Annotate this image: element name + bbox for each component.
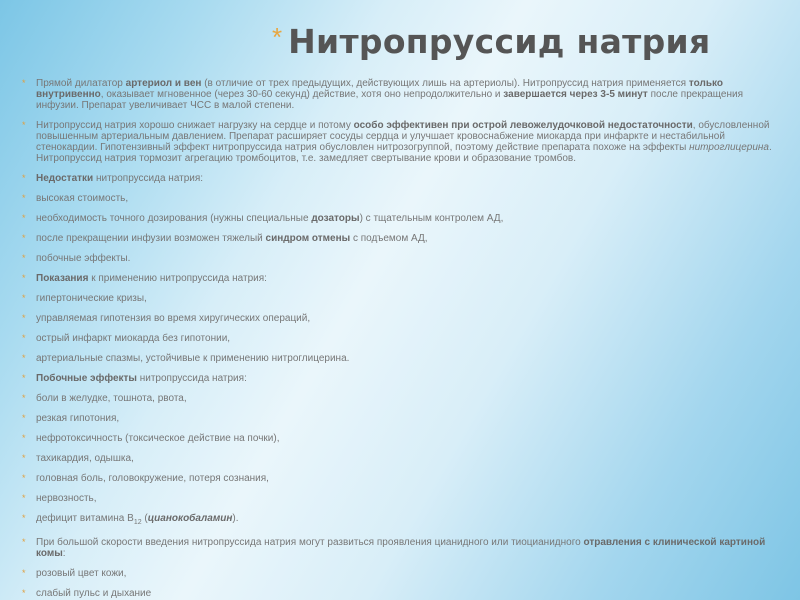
asterisk-bullet-icon: * — [22, 78, 26, 88]
paragraph-text — [36, 453, 777, 464]
paragraph-text — [36, 373, 777, 384]
asterisk-bullet-icon: * — [22, 413, 26, 423]
text-span: нитропруссида натрия: — [93, 173, 204, 184]
bullet-paragraph — [22, 333, 777, 344]
bullet-paragraph — [22, 233, 777, 244]
bullet-paragraph — [22, 193, 777, 204]
text-span: . Нитропруссид натрия тормозит агрегацию тромбоцитов, т.е. замедляет свертывание крови и образование тромбов. — [36, 142, 772, 164]
bullet-paragraph — [22, 513, 777, 528]
paragraph-text — [36, 333, 777, 344]
text-span: управляемая гипотензия во время хиругических операций, — [36, 313, 311, 324]
text-span: с подъемом АД, — [350, 233, 428, 244]
asterisk-bullet-icon: * — [22, 193, 26, 203]
bullet-paragraph — [22, 213, 777, 224]
paragraph-text — [36, 537, 777, 559]
text-span: Побочные эффекты — [36, 373, 137, 384]
paragraph-text — [36, 313, 777, 324]
bullet-paragraph — [22, 493, 777, 504]
asterisk-bullet-icon: * — [22, 313, 26, 323]
asterisk-bullet-icon: * — [22, 213, 26, 223]
text-span: цианокобаламин — [147, 513, 233, 524]
paragraph-text — [36, 393, 777, 404]
text-span: дозаторы — [311, 213, 360, 224]
text-span: к применению нитропруссида натрия: — [88, 273, 267, 284]
text-span: Нитропруссид натрия хорошо снижает нагрузку на сердце и потому — [36, 120, 354, 131]
text-span: (в отличие от трех предыдущих, действующих лишь на артериолы). Нитропруссид натрия применяется — [201, 78, 689, 89]
bullet-paragraph — [22, 293, 777, 304]
bullet-paragraph — [22, 353, 777, 364]
paragraph-text — [36, 473, 777, 484]
text-span: артериол и вен — [125, 78, 202, 89]
asterisk-bullet-icon: * — [22, 568, 26, 578]
asterisk-bullet-icon: * — [22, 233, 26, 243]
text-span: слабый пульс и дыхание — [36, 588, 152, 599]
paragraph-text — [36, 273, 777, 284]
text-span: синдром отмены — [265, 233, 351, 244]
bullet-paragraph — [22, 393, 777, 404]
bullet-paragraph — [22, 78, 777, 111]
paragraph-text — [36, 433, 777, 444]
paragraph-text — [36, 78, 777, 111]
text-span: , оказывает мгновенное (через 30-60 секунд) действие, хотя оно непродолжительно и — [100, 89, 504, 100]
asterisk-bullet-icon: * — [22, 173, 26, 183]
text-span: Показания — [36, 273, 89, 284]
paragraph-text — [36, 293, 777, 304]
paragraph-text — [36, 233, 777, 244]
bullet-paragraph — [22, 588, 777, 599]
text-span: резкая гипотония, — [36, 413, 120, 424]
asterisk-bullet-icon: * — [22, 493, 26, 503]
asterisk-bullet-icon: * — [22, 333, 26, 343]
slide-title: Нитропруссид натрия — [288, 22, 711, 61]
paragraph-text — [36, 353, 777, 364]
text-span: нитропруссида натрия: — [136, 373, 247, 384]
asterisk-bullet-icon: * — [22, 393, 26, 403]
bullet-paragraph — [22, 173, 777, 184]
text-span: нефротоксичность (токсическое действие на почки), — [36, 433, 280, 444]
asterisk-bullet-icon: * — [22, 253, 26, 263]
text-span: завершается через 3-5 минут — [503, 89, 648, 100]
text-span: после прекращении инфузии возможен тяжелый — [36, 233, 266, 244]
text-span: только внутривенно — [36, 78, 723, 100]
asterisk-bullet-icon: * — [22, 513, 26, 523]
text-span: Недостатки — [36, 173, 94, 184]
asterisk-bullet-icon: * — [22, 433, 26, 443]
asterisk-bullet-icon: * — [22, 293, 26, 303]
slide-body — [22, 78, 777, 600]
paragraph-text — [36, 568, 777, 579]
bullet-paragraph — [22, 253, 777, 264]
text-span: после прекращения инфузии. Препарат увеличивает ЧСС в малой степени. — [36, 89, 744, 111]
text-span: розовый цвет кожи, — [36, 568, 127, 579]
bullet-paragraph — [22, 568, 777, 579]
bullet-paragraph — [22, 537, 777, 559]
bullet-paragraph — [22, 433, 777, 444]
asterisk-bullet-icon: * — [272, 22, 283, 52]
paragraph-text — [36, 213, 777, 224]
paragraph-text — [36, 193, 777, 204]
text-span: ( — [141, 513, 148, 524]
text-span: острый инфаркт миокарда без гипотонии, — [36, 333, 231, 344]
asterisk-bullet-icon: * — [22, 353, 26, 363]
text-span: При большой скорости введения нитропруссида натрия могут развиться проявления цианидного или тиоцианидного — [36, 537, 584, 548]
text-span: побочные эффекты. — [36, 253, 131, 264]
bullet-paragraph — [22, 120, 777, 164]
paragraph-text — [36, 120, 777, 164]
text-span: боли в желудке, тошнота, рвота, — [36, 393, 187, 404]
paragraph-text — [36, 588, 777, 599]
asterisk-bullet-icon: * — [22, 453, 26, 463]
asterisk-bullet-icon: * — [22, 273, 26, 283]
paragraph-text — [36, 513, 777, 528]
bullet-paragraph — [22, 313, 777, 324]
text-span: 12 — [133, 519, 142, 526]
text-span: Прямой дилататор — [36, 78, 126, 89]
asterisk-bullet-icon: * — [22, 473, 26, 483]
paragraph-text — [36, 173, 777, 184]
title-block — [272, 22, 710, 61]
text-span: дефицит витамина B — [36, 513, 134, 524]
paragraph-text — [36, 413, 777, 424]
text-span: гипертонические кризы, — [36, 293, 147, 304]
bullet-paragraph — [22, 473, 777, 484]
asterisk-bullet-icon: * — [22, 537, 26, 547]
paragraph-text — [36, 253, 777, 264]
bullet-paragraph — [22, 413, 777, 424]
text-span: , обусловленной повышенным артериальным давлением. Препарат расширяет сосуды сердца и улучшает кровоснабжение миокарда при инфаркте и нестабильной стенокардии. Гипотензивный эффект нитропруссида натрия обусловлен нитрозогруппой, поэтому действие препарата похоже на эффекты — [36, 120, 770, 153]
text-span: : — [62, 548, 66, 559]
text-span: артериальные спазмы, устойчивые к применению нитроглицерина. — [36, 353, 350, 364]
bullet-paragraph — [22, 273, 777, 284]
bullet-paragraph — [22, 453, 777, 464]
text-span: головная боль, головокружение, потеря сознания, — [36, 473, 269, 484]
asterisk-bullet-icon: * — [22, 373, 26, 383]
text-span: особо эффективен при острой левожелудочковой недостаточности — [353, 120, 693, 131]
text-span: высокая стоимость, — [36, 193, 129, 204]
text-span: отравления с клинической картиной комы — [36, 537, 766, 559]
bullet-paragraph — [22, 373, 777, 384]
text-span: необходимость точного дозирования (нужны специальные — [36, 213, 312, 224]
text-span: нервозность, — [36, 493, 97, 504]
paragraph-text — [36, 493, 777, 504]
text-span: ). — [232, 513, 239, 524]
asterisk-bullet-icon: * — [22, 120, 26, 130]
text-span: тахикардия, одышка, — [36, 453, 134, 464]
text-span: ) с тщательным контролем АД, — [359, 213, 504, 224]
text-span: нитроглицерина — [689, 142, 769, 153]
asterisk-bullet-icon: * — [22, 588, 26, 598]
